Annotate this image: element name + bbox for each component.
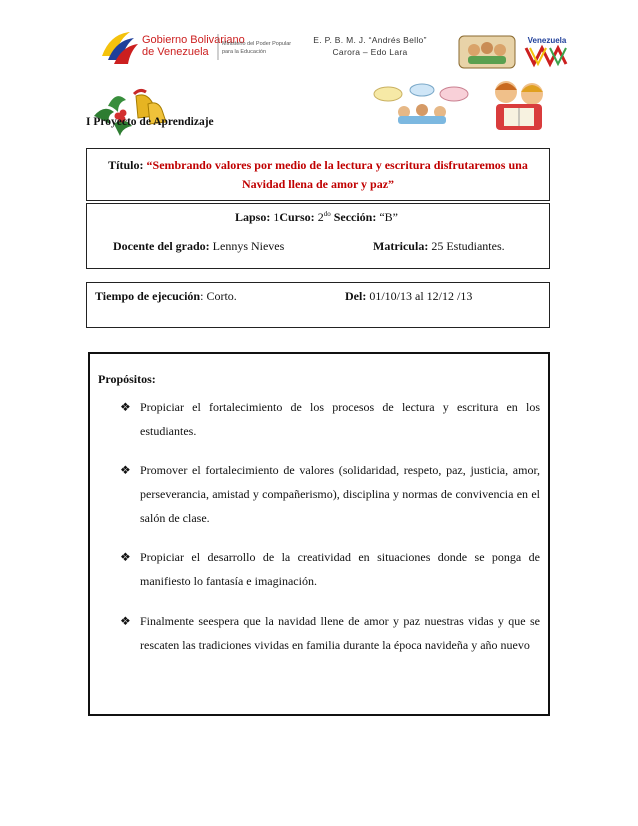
matricula-row <box>373 239 505 254</box>
project-title-label: Título: <box>108 158 144 172</box>
curso-value: 2 <box>317 210 324 224</box>
purposes-heading: Propósitos: <box>98 372 156 386</box>
diamond-bullet-icon: ❖ <box>120 614 131 628</box>
children-logo-image <box>458 35 516 69</box>
lapso-curso-seccion-row <box>235 210 398 225</box>
del-value: 01/10/13 al 12/12 /13 <box>369 289 473 303</box>
course-info-box <box>86 203 550 269</box>
curso-superscript: do <box>323 210 331 218</box>
document-heading: I Proyecto de Aprendizaje <box>86 116 214 128</box>
fechas-row <box>345 289 472 304</box>
project-title-box <box>86 148 550 201</box>
purpose-item-text: Finalmente seespera que la navidad llene de amor y paz nuestras vidas y que se rescaten las tradiciones vividas en familia durante la época navideña y año nuevo <box>140 614 540 652</box>
docente-row <box>113 239 284 254</box>
government-logo <box>96 26 306 72</box>
matricula-label: Matricula: <box>373 239 429 253</box>
svg-text:de Venezuela: de Venezuela <box>142 46 209 58</box>
diamond-bullet-icon: ❖ <box>120 463 131 477</box>
lapso-label: Lapso: <box>235 210 271 224</box>
purposes-box <box>88 352 550 716</box>
tiempo-row <box>95 289 237 304</box>
docente-label: Docente del grado: <box>113 239 210 253</box>
diamond-bullet-icon: ❖ <box>120 550 131 564</box>
svg-text:para la Educación: para la Educación <box>222 49 267 55</box>
project-title-text-2: Navidad llena de amor y paz” <box>241 177 395 191</box>
project-title-text-1: “Sembrando valores por medio de la lectura y escritura disfrutaremos una <box>146 158 528 172</box>
purpose-item <box>120 609 540 657</box>
lapso-value: 1 <box>273 210 280 224</box>
svg-text:Gobierno Bolivariano: Gobierno Bolivariano <box>142 34 245 46</box>
matricula-value: 25 Estudiantes. <box>431 239 505 253</box>
purpose-item-text: Propiciar el fortalecimiento de los procesos de lectura y escritura en los estudiantes. <box>140 400 540 438</box>
tiempo-value: : Corto. <box>200 289 237 303</box>
purpose-item-text: Propiciar el desarrollo de la creatividad en situaciones donde se ponga de manifiesto lo fantasía e imaginación. <box>140 550 540 588</box>
school-name <box>300 34 440 58</box>
purpose-item <box>120 458 540 530</box>
project-title-line2 <box>97 177 539 192</box>
execution-time-box <box>86 282 550 328</box>
children-clouds-illustration <box>372 82 472 126</box>
school-name-line1: E. P. B. M. J. “Andrés Bello” <box>313 35 427 45</box>
project-title-line1 <box>97 158 539 173</box>
children-reading-illustration <box>486 76 552 134</box>
svg-text:Venezuela: Venezuela <box>527 36 567 45</box>
venezuela-logo-image <box>522 34 572 68</box>
purpose-item-text: Promover el fortalecimiento de valores (solidaridad, respeto, paz, justicia, amor, perseverancia, amistad y compañerismo), disciplina y normas de convivencia en el salón de clase. <box>140 463 540 525</box>
seccion-value: “B” <box>379 210 398 224</box>
diamond-bullet-icon: ❖ <box>120 400 131 414</box>
docente-value: Lennys Nieves <box>212 239 285 253</box>
christmas-holly-bells-icon <box>90 86 168 136</box>
curso-label: Curso: <box>279 210 315 224</box>
purpose-item <box>120 545 540 593</box>
del-label: Del: <box>345 289 367 303</box>
school-name-line2: Carora – Edo Lara <box>332 47 408 57</box>
svg-text:Ministerio del Poder Popular: Ministerio del Poder Popular <box>222 41 292 47</box>
tiempo-label: Tiempo de ejecución <box>95 289 201 303</box>
seccion-label: Sección: <box>333 210 377 224</box>
flag-emblem-icon <box>102 32 138 64</box>
purpose-item <box>120 395 540 443</box>
